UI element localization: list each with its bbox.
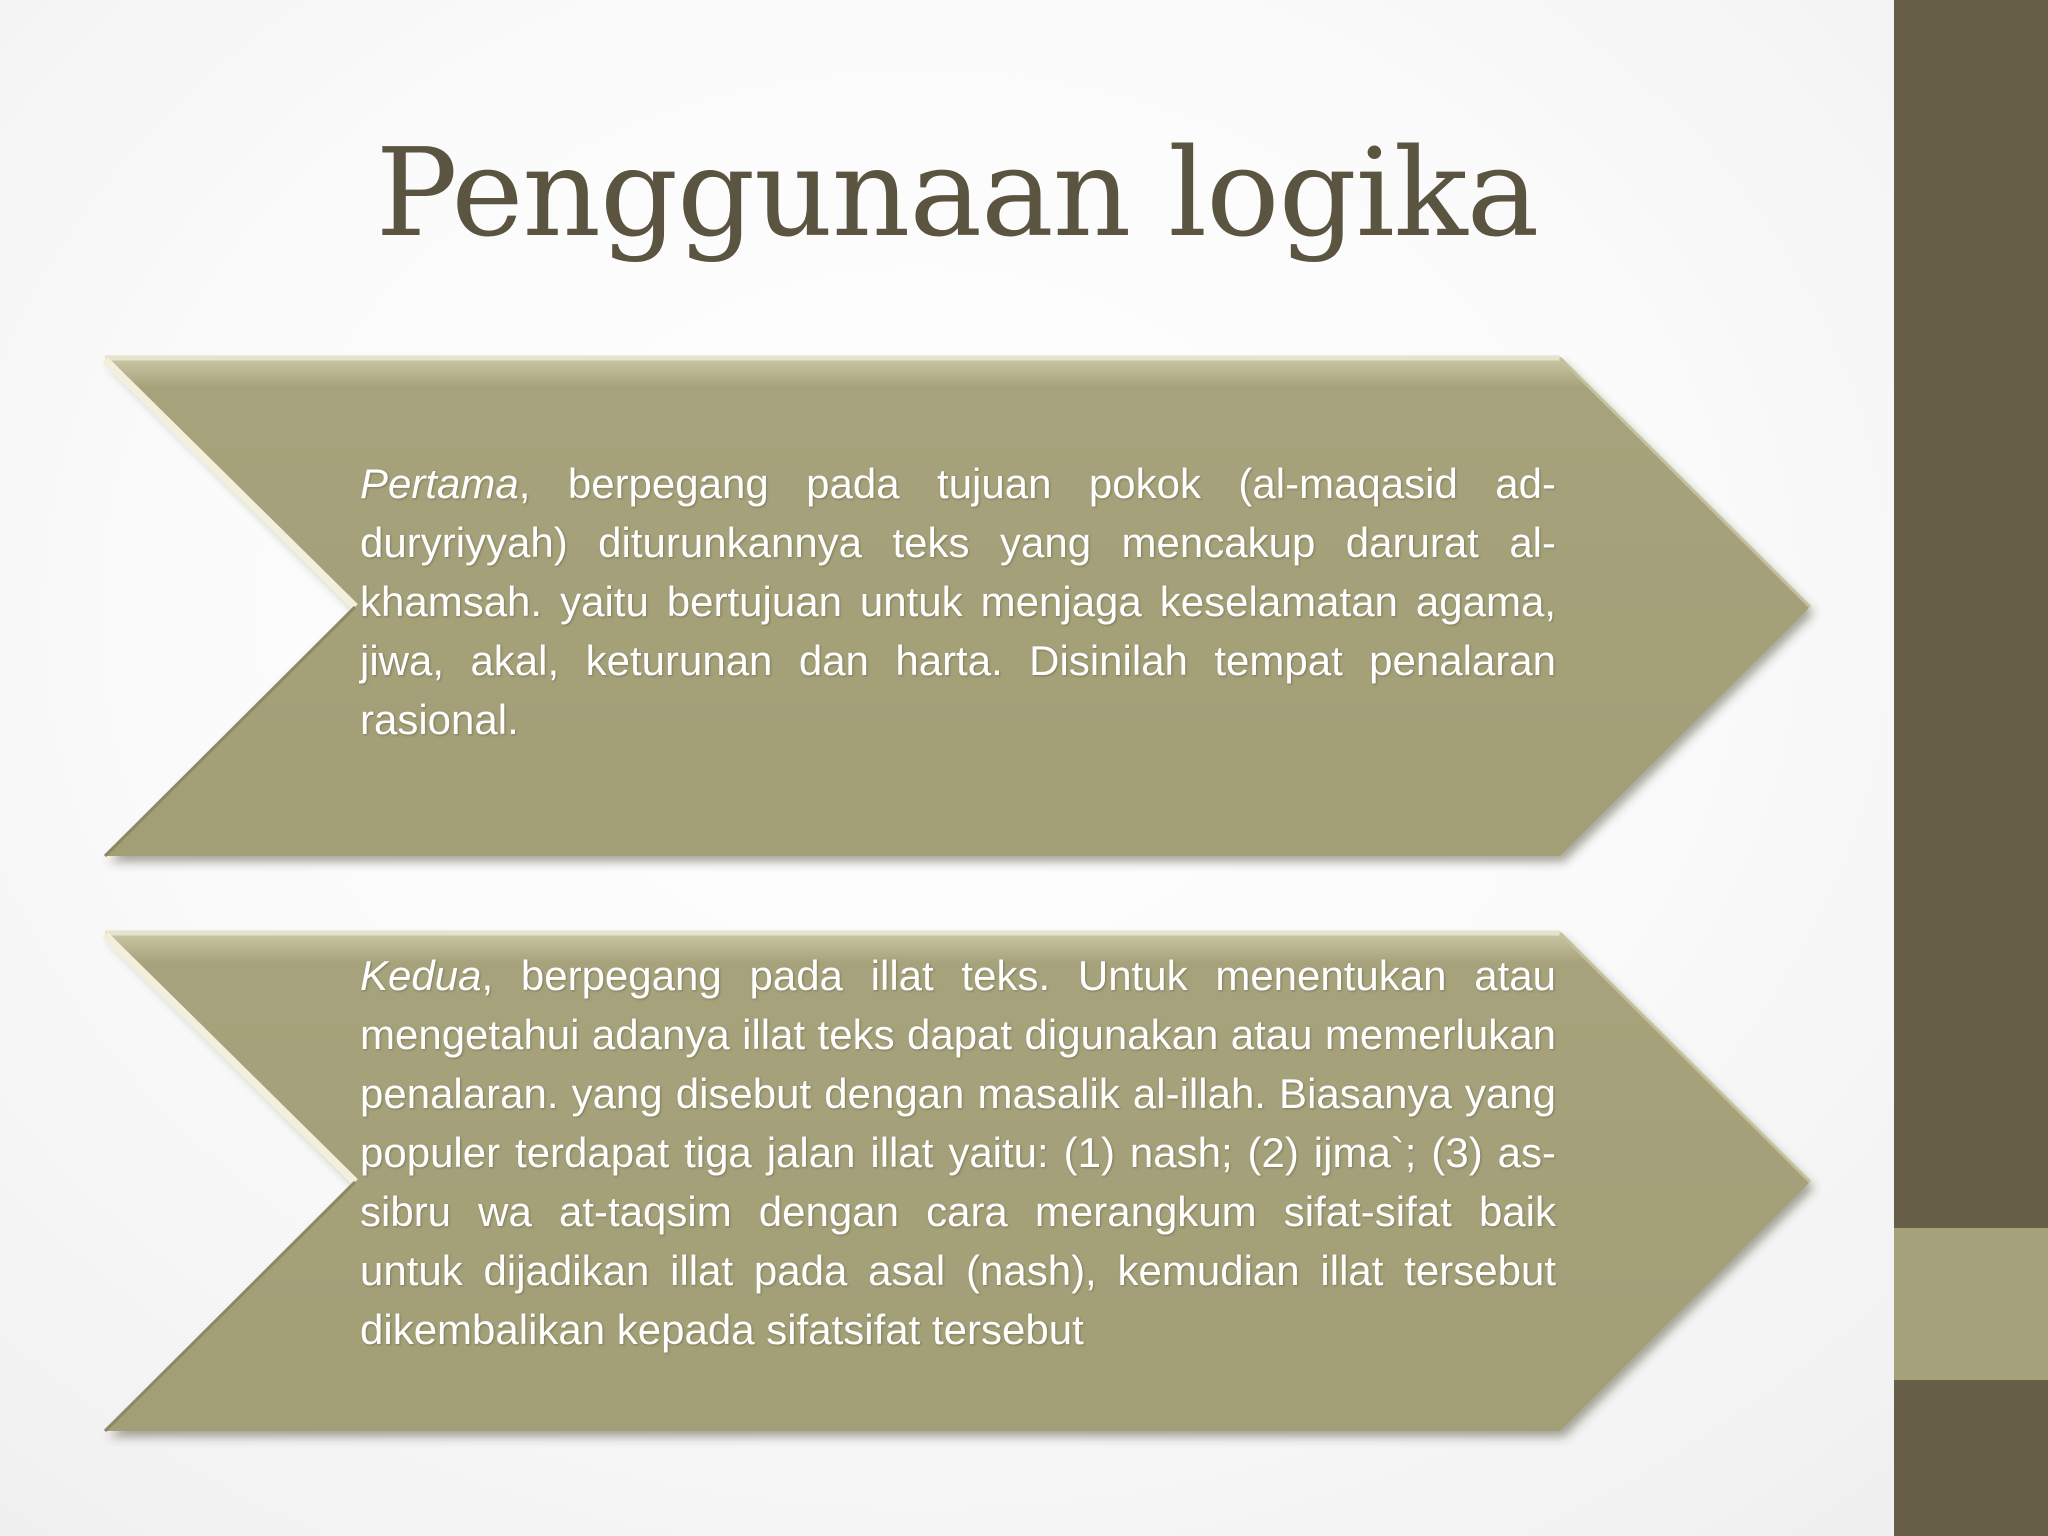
point-2-body: , berpegang pada illat teks. Untuk menentukan atau mengetahui adanya illat teks dapat digunakan atau memerlukan penalaran. yang disebut dengan masalik al-illah. Biasanya yang populer terdapat tiga jalan illat yaitu: (1) nash; (2) ijma`; (3) as-sibru wa at-taqsim dengan cara merangkum sifat-sifat baik untuk dijadikan illat pada asal (nash), kemudian illat tersebut dikembalikan kepada sifatsifat tersebut bbox=[360, 952, 1556, 1353]
sidebar-band-light bbox=[1894, 1228, 2048, 1380]
slide-title: Penggunaan logika bbox=[375, 122, 1539, 264]
point-2-lead: Kedua bbox=[360, 952, 482, 999]
sidebar-band-dark-bottom bbox=[1894, 1380, 2048, 1536]
point-1-lead: Pertama bbox=[360, 460, 519, 507]
sidebar-band-dark-top bbox=[1894, 0, 2048, 1228]
point-1-body: , berpegang pada tujuan pokok (al-maqasid ad-duryriyyah) diturunkannya teks yang mencakup darurat al-khamsah. yaitu bertujuan untuk menjaga keselamatan agama, jiwa, akal, keturunan dan harta. Disinilah tempat penalaran rasional. bbox=[360, 460, 1556, 743]
point-2-text bbox=[360, 946, 1556, 1359]
point-1-text bbox=[360, 454, 1556, 749]
